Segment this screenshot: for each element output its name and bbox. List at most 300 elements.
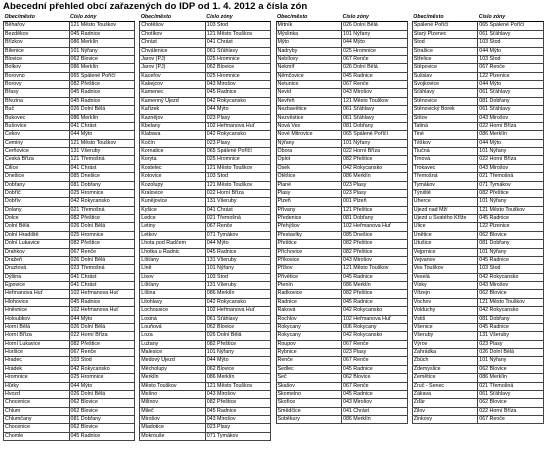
zone-table [3,14,135,441]
table-row [276,416,407,424]
zone-cell: 082 Přeštice [342,240,408,248]
municipality-cell: Úherce [412,198,478,206]
zone-cell: 121 Město Touškov [69,22,135,30]
zone-cell: 044 Mýto [69,315,135,323]
municipality-cell: Dolní Bělá [4,223,70,231]
zone-cell: 026 Dolní Bělá [342,22,408,30]
table-row [140,198,271,206]
municipality-cell: Rochlov [276,315,342,323]
municipality-cell: Vejprnice [412,248,478,256]
table-row [412,374,543,382]
table-row [276,349,407,357]
zone-cell: 025 Hromnice [69,374,135,382]
zone-cell: 062 Blovice [205,64,271,72]
table-row [412,382,543,390]
zone-cell: 086 Merklín [69,39,135,47]
table-row [276,282,407,290]
municipality-cell: Líně [140,265,206,273]
municipality-cell: Líšťany [140,256,206,264]
zone-cell: 067 Řenče [205,223,271,231]
zone-cell: 103 Stod [205,273,271,281]
table-row [276,97,407,105]
zone-cell: 102 Heřmanova Huť [205,122,271,130]
municipality-cell: Kaznějov [140,114,206,122]
municipality-cell: Ejpovice [4,282,70,290]
zone-cell: 062 Blovice [478,399,544,407]
zone-cell: 043 Mirošov [478,164,544,172]
municipality-cell: Újezd nad Mží [412,206,478,214]
zone-cell: 121 Město Touškov [478,298,544,306]
municipality-cell: Kunějovice [140,198,206,206]
municipality-cell: Sulislav [412,72,478,80]
zone-cell: 067 Řenče [342,340,408,348]
municipality-cell: Buč [4,106,70,114]
zone-table-grid [3,14,548,441]
zone-cell: 042 Rokycansko [69,198,135,206]
table-row [412,256,543,264]
municipality-cell: Tatiná [412,122,478,130]
municipality-cell: Kostelec [140,164,206,172]
table-row [140,298,271,306]
table-row [276,273,407,281]
table-row [4,47,135,55]
zone-cell: 043 Mirošov [205,81,271,89]
municipality-cell: Horní Bělá [4,323,70,331]
zone-cell: 121 Město Touškov [478,206,544,214]
municipality-cell: Dolany [4,206,70,214]
municipality-cell: Líšťany [140,282,206,290]
table-row [276,223,407,231]
zone-cell: 041 Chrást [205,206,271,214]
municipality-cell: Třemošná [412,173,478,181]
municipality-cell: Nebílovy [276,55,342,63]
table-row [4,340,135,348]
table-row [412,273,543,281]
zone-cell: 061 Šťáhlavy [478,390,544,398]
zone-cell: 026 Dolní Bělá [205,332,271,340]
column-header-zone: Číslo zóny [342,14,408,22]
municipality-cell: Ledce [140,215,206,223]
table-row [4,39,135,47]
table-row [140,349,271,357]
table-row [412,173,543,181]
municipality-cell: Dnešice [4,173,70,181]
municipality-cell: Mýslinka [276,30,342,38]
zone-cell: 042 Rokycansko [342,307,408,315]
municipality-cell: Hvozd [4,390,70,398]
zone-cell: 045 Radnice [69,97,135,105]
table-row [412,323,543,331]
column-header-municipality: Obec/město [4,14,70,22]
table-row [276,382,407,390]
municipality-cell: Loza [140,332,206,340]
table-row [4,189,135,197]
zone-cell: 086 Merklín [342,173,408,181]
zone-cell: 025 Hromnice [205,156,271,164]
municipality-cell: Zemětice [412,374,478,382]
zone-cell: 121 Přeštice [342,206,408,214]
table-row [412,72,543,80]
table-row [412,198,543,206]
table-row [412,181,543,189]
zone-cell: 071 Tymákov [205,432,271,440]
zone-cell: 023 Plasy [342,349,408,357]
table-row [140,139,271,147]
table-row [140,122,271,130]
table-row [140,206,271,214]
table-row [140,64,271,72]
zone-cell: 021 Třemošná [205,215,271,223]
table-row [412,365,543,373]
municipality-cell: Mirošov [140,416,206,424]
page-title: Abecední přehled obcí zařazených do IDP od 1. 4. 2012 a čísla zón [3,1,308,12]
table-row [140,290,271,298]
municipality-cell: Blovice [4,55,70,63]
zone-cell: 065 Spálené Poříčí [478,22,544,30]
municipality-cell: Louňová [140,323,206,331]
municipality-cell: Vítzejn [412,290,478,298]
table-row [4,390,135,398]
zone-cell: 065 Spálené Poříčí [69,72,135,80]
table-row [276,55,407,63]
municipality-cell: Chocenice [4,424,70,432]
zone-cell: 044 Mýto [69,131,135,139]
municipality-cell: Kamenný Újezd [140,97,206,105]
zone-cell: 023 Plasy [205,139,271,147]
zone-cell: 023 Plasy [342,181,408,189]
zone-cell: 044 Mýto [205,240,271,248]
municipality-cell: Hůrky [4,382,70,390]
zone-cell: 101 Nýřany [342,30,408,38]
municipality-cell: Břízkov [4,39,70,47]
table-row [276,323,407,331]
table-row [4,323,135,331]
municipality-cell: Čerňovice [4,148,70,156]
zone-cell: 001 Plzeň [342,198,408,206]
table-row [412,315,543,323]
zone-cell: 042 Rokycansko [342,164,408,172]
table-row [140,416,271,424]
municipality-cell: Dražeň [4,256,70,264]
table-row [412,215,543,223]
table-row [4,349,135,357]
municipality-cell: Dolní Lukavice [4,240,70,248]
municipality-cell: Štítov [412,114,478,122]
zone-cell: 021 Třemošná [69,206,135,214]
table-row [276,315,407,323]
zone-cell: 025 Hromnice [69,231,135,239]
municipality-cell: Plzeň [276,198,342,206]
table-row [412,30,543,38]
municipality-cell: Ptenín [276,282,342,290]
municipality-cell: Čekov [4,131,70,139]
zone-cell: 025 Hromnice [205,55,271,63]
municipality-cell: Stod [412,39,478,47]
zone-cell: 101 Nýřany [478,198,544,206]
municipality-cell: Přestavlky [276,231,342,239]
table-row [276,198,407,206]
zone-cell: 062 Blovice [69,399,135,407]
table-row [4,256,135,264]
table-row [140,47,271,55]
table-row [412,189,543,197]
table-row [4,382,135,390]
zone-cell: 022 Horní Bříza [478,156,544,164]
table-row [412,240,543,248]
municipality-cell: Žákava [412,390,478,398]
zone-cell: 103 Stod [478,39,544,47]
zone-cell: 041 Chrást [69,273,135,281]
municipality-cell: Bílenice [4,47,70,55]
zone-cell: 042 Rokycansko [205,97,271,105]
zone-cell: 082 Přeštice [69,240,135,248]
municipality-cell: Nezbavětice [276,106,342,114]
table-row [412,22,543,30]
zone-cell: 086 Merklín [205,290,271,298]
municipality-cell: Smědčice [276,407,342,415]
table-row [276,148,407,156]
table-row [276,64,407,72]
zone-cell: 062 Blovice [478,365,544,373]
table-row [140,374,271,382]
municipality-cell: Tymákov [412,181,478,189]
zone-cell: 067 Řenče [342,382,408,390]
table-row [4,89,135,97]
zone-cell: 022 Horní Bříza [205,189,271,197]
zone-cell: 082 Přeštice [205,399,271,407]
zone-cell: 122 Plzenice [478,72,544,80]
municipality-cell: Město Touškov [140,382,206,390]
municipality-cell: Kyšice [140,206,206,214]
table-row [4,307,135,315]
municipality-cell: Příkosice [276,256,342,264]
municipality-cell: Svojkovice [412,81,478,89]
zone-cell: 067 Řenče [342,55,408,63]
municipality-cell: Útušice [412,240,478,248]
table-row [4,407,135,415]
zone-cell: 045 Radnice [205,407,271,415]
zone-cell: 043 Mirošov [478,114,544,122]
municipality-cell: Nýřany [276,139,342,147]
table-row [4,315,135,323]
column-header-municipality: Obec/město [276,14,342,22]
zone-cell: 082 Přeštice [69,340,135,348]
municipality-cell: Chlumčany [4,416,70,424]
zone-cell: 043 Mirošov [205,390,271,398]
table-row [4,248,135,256]
table-row [4,282,135,290]
table-row [276,265,407,273]
table-row [4,181,135,189]
table-row [412,89,543,97]
zone-cell: 041 Chrást [69,282,135,290]
municipality-cell: Horní Bříza [4,332,70,340]
zone-cell: 062 Blovice [69,407,135,415]
municipality-cell: Mokrouše [140,432,206,440]
zone-cell: 042 Rokycansko [478,273,544,281]
zone-cell: 081 Dobřany [478,97,544,105]
municipality-cell: Těškov [412,139,478,147]
zone-cell: 071 Tymákov [205,231,271,239]
zone-cell: 085 Dnešice [342,231,408,239]
zone-cell: 042 Rokycansko [342,332,408,340]
municipality-cell: Kozolupy [140,181,206,189]
table-row [140,97,271,105]
zone-cell: 102 Heřmanova Huť [342,315,408,323]
municipality-cell: Česká Bříza [4,156,70,164]
zone-cell: 026 Dolní Bělá [342,64,408,72]
zone-cell: 082 Přeštice [478,189,544,197]
table-row [412,265,543,273]
municipality-cell: Bukovec [4,114,70,122]
municipality-cell: Střelice [412,55,478,63]
zone-cell: 044 Mýto [478,139,544,147]
zone-cell: 086 Merklín [69,114,135,122]
zone-cell: 081 Dobřany [69,181,135,189]
zone-cell: 067 Řenče [69,248,135,256]
municipality-cell: Koryta [140,156,206,164]
zone-cell: 103 Stod [478,55,544,63]
municipality-cell: Líšina [140,290,206,298]
municipality-cell: Spálené Poříčí [412,22,478,30]
zone-cell: 043 Mirošov [342,399,408,407]
municipality-cell: Všenice [412,323,478,331]
municipality-cell: Němčovice [276,72,342,80]
municipality-cell: Letiny [140,223,206,231]
table-row [412,399,543,407]
zone-cell: 045 Radnice [342,390,408,398]
zone-cell: 103 Stod [205,173,271,181]
municipality-cell: Čilíce [4,164,70,172]
zone-cell: 026 Dolní Bělá [69,256,135,264]
table-row [412,47,543,55]
table-row [140,432,271,440]
table-row [412,97,543,105]
municipality-cell: Druztová [4,265,70,273]
municipality-cell: Soběkury [276,416,342,424]
table-row [140,164,271,172]
zone-cell: 061 Šťáhlavy [205,47,271,55]
table-row [140,81,271,89]
table-row [4,72,135,80]
municipality-cell: Štěnovice [412,97,478,105]
municipality-cell: Hradec [4,357,70,365]
zone-cell: 086 Merklín [205,374,271,382]
zone-cell: 045 Radnice [342,365,408,373]
municipality-cell: Heřmanova Huť [4,290,70,298]
municipality-cell: Rokycany [276,323,342,331]
zone-cell: 023 Plasy [205,424,271,432]
table-row [276,215,407,223]
municipality-cell: Vochov [412,298,478,306]
municipality-cell: Hlohovice [4,298,70,306]
table-row [140,223,271,231]
table-row [412,290,543,298]
zone-cell: 101 Nýřany [342,139,408,147]
table-row [140,282,271,290]
column-header-zone: Číslo zóny [478,14,544,22]
zone-cell: 025 Hromnice [69,189,135,197]
table-row [140,131,271,139]
table-row [140,156,271,164]
municipality-cell: Netunice [276,81,342,89]
table-row [412,298,543,306]
municipality-cell: Lhota pod Radčem [140,240,206,248]
table-row [276,374,407,382]
table-row [140,323,271,331]
table-row [4,424,135,432]
table-row [140,407,271,415]
zone-cell: 131 Všeruby [69,148,135,156]
table-row [4,365,135,373]
table-row [276,340,407,348]
table-row [276,47,407,55]
zone-cell: 021 Třemošná [478,382,544,390]
zone-cell: 026 Dolní Bělá [69,106,135,114]
zone-cell: 081 Dobřany [478,240,544,248]
table-row [140,231,271,239]
table-row [140,181,271,189]
zone-cell: 045 Radnice [342,72,408,80]
zone-cell: 071 Tymákov [478,181,544,189]
municipality-cell: Horní Lukavice [4,340,70,348]
zone-cell: 043 Mirošov [342,256,408,264]
municipality-cell: Chválenice [140,47,206,55]
table-row [140,240,271,248]
municipality-cell: Skomelno [276,390,342,398]
zone-cell: 102 Heřmanova Huť [342,223,408,231]
municipality-cell: Bolkov [4,64,70,72]
municipality-cell: Trnová [412,156,478,164]
municipality-cell: Trokavec [412,164,478,172]
zone-cell: 045 Radnice [478,256,544,264]
municipality-cell: Štěpovice [412,64,478,72]
municipality-cell: Březina [4,97,70,105]
table-row [276,89,407,97]
municipality-cell: Veselá [412,273,478,281]
municipality-cell: Nekmíř [276,64,342,72]
municipality-cell: Příšov [276,265,342,273]
table-row [412,206,543,214]
table-row [4,231,135,239]
municipality-cell: Seč [276,374,342,382]
table-row [140,256,271,264]
table-row [4,173,135,181]
municipality-cell: Dobříč [4,189,70,197]
zone-cell: 101 Nýřany [478,148,544,156]
table-row [276,131,407,139]
table-row [140,424,271,432]
zone-cell: 042 Rokycansko [478,307,544,315]
table-row [276,106,407,114]
municipality-cell: Lochousice [140,307,206,315]
municipality-cell: Jarov (PJ) [140,64,206,72]
table-row [276,248,407,256]
table-row [140,189,271,197]
table-row [4,198,135,206]
table-row [4,114,135,122]
municipality-cell: Plané [276,181,342,189]
zone-cell: 061 Šťáhlavy [342,114,408,122]
municipality-cell: Lisov [140,273,206,281]
table-row [412,114,543,122]
municipality-cell: Přívětice [276,273,342,281]
zone-cell: 042 Rokycansko [205,131,271,139]
zone-cell: 062 Blovice [205,323,271,331]
zone-cell: 121 Město Touškov [205,382,271,390]
zone-cell: 061 Šťáhlavy [478,30,544,38]
column-header-municipality: Obec/město [140,14,206,22]
